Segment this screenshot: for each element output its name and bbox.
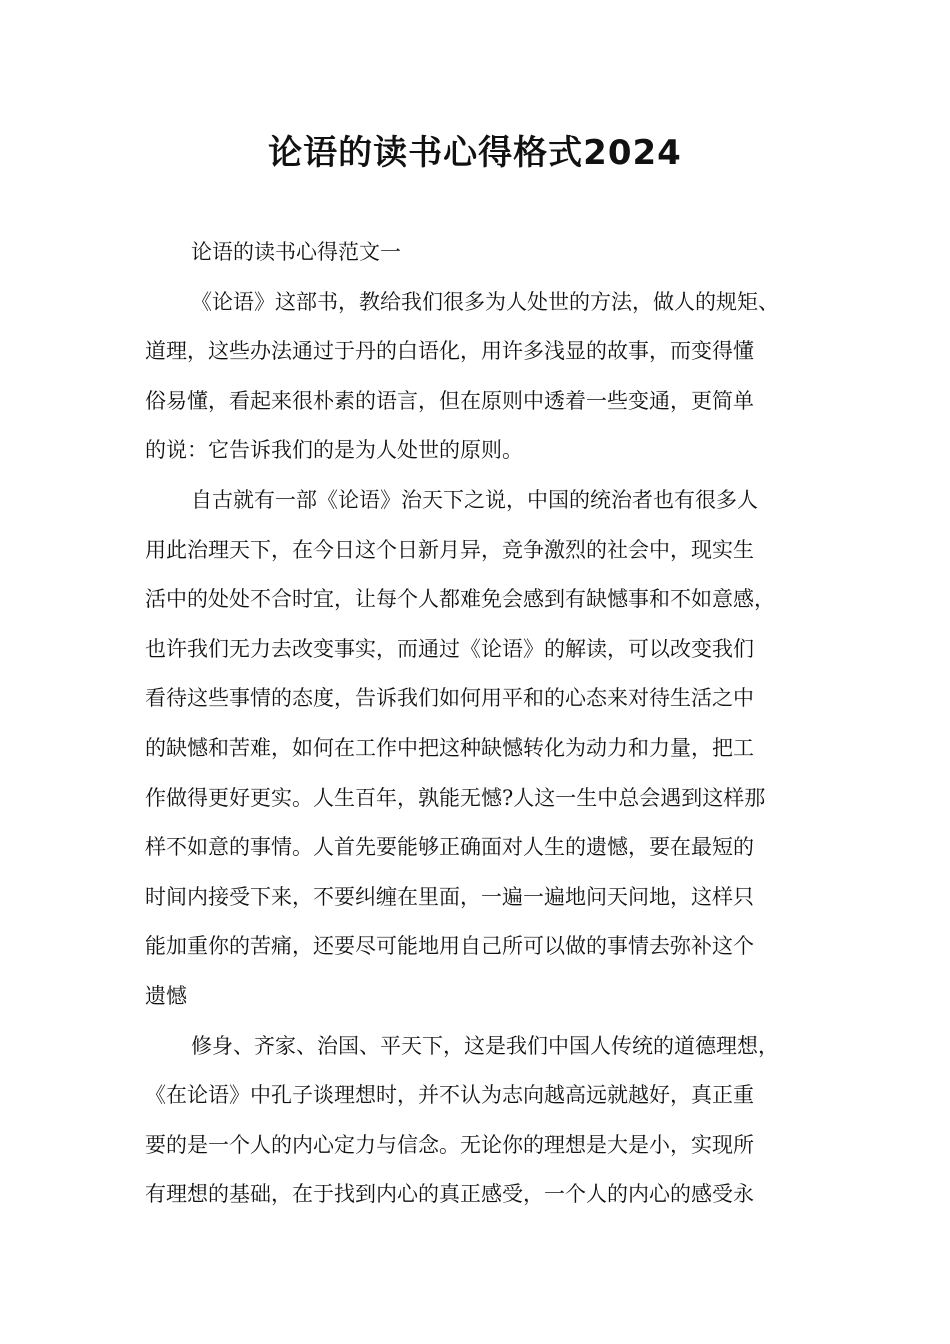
text-line: 用此治理天下，在今日这个日新月异，竞争激烈的社会中，现实生 (145, 537, 754, 562)
text-line: 能加重你的苦痛，还要尽可能地用自己所可以做的事情去弥补这个 (145, 934, 754, 959)
text-line: 活中的处处不合时宜，让每个人都难免会感到有缺憾事和不如意感， (145, 587, 775, 612)
text-line: 看待这些事情的态度，告诉我们如何用平和的心态来对待生活之中 (145, 686, 754, 711)
text-line: 论语的读书心得范文一 (191, 240, 401, 264)
text-line: 《在论语》中孔子谈理想时，并不认为志向越高远就越好，真正重 (145, 1083, 754, 1108)
text-line: 俗易懂，看起来很朴素的语言，但在原则中透着一些变通，更简单 (145, 388, 754, 413)
text-line: 作做得更好更实。人生百年，孰能无憾?人这一生中总会遇到这样那 (145, 785, 766, 810)
text-line: 有理想的基础，在于找到内心的真正感受，一个人的内心的感受永 (145, 1182, 754, 1207)
text-line: 《论语》这部书，教给我们很多为人处世的方法，做人的规矩、 (191, 289, 779, 314)
text-line: 的缺憾和苦难，如何在工作中把这种缺憾转化为动力和力量，把工 (145, 735, 754, 760)
text-line: 也许我们无力去改变事实，而通过《论语》的解读，可以改变我们 (145, 636, 754, 661)
text-line: 时间内接受下来，不要纠缠在里面，一遍一遍地问天问地，这样只 (145, 884, 754, 909)
text-line: 的说：它告诉我们的是为人处世的原则。 (145, 438, 523, 463)
text-line: 遗憾 (145, 983, 187, 1008)
text-line: 要的是一个人的内心定力与信念。无论你的理想是大是小，实现所 (145, 1132, 754, 1157)
text-line: 道理，这些办法通过于丹的白语化，用许多浅显的故事，而变得懂 (145, 339, 754, 364)
page-title: 论语的读书心得格式2024 (268, 133, 682, 173)
text-line: 修身、齐家、治国、平天下，这是我们中国人传统的道德理想， (191, 1033, 779, 1058)
text-line: 自古就有一部《论语》治天下之说，中国的统治者也有很多人 (191, 487, 758, 512)
document-body (145, 228, 830, 1220)
text-line: 样不如意的事情。人首先要能够正确面对人生的遗憾，要在最短的 (145, 835, 754, 860)
